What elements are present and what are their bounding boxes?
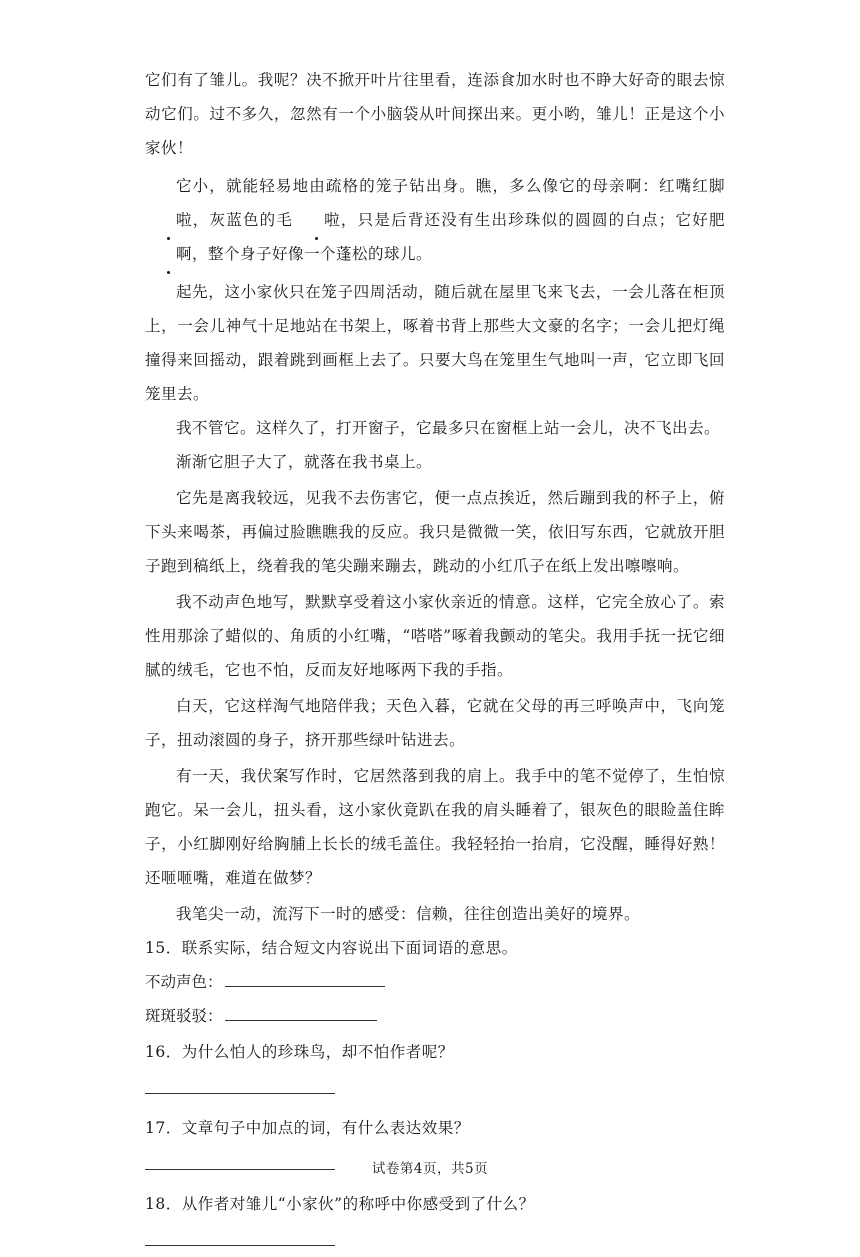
passage-paragraph-1: 它们有了雏儿。我呢？决不掀开叶片往里看，连添食加水时也不睁大好奇的眼去惊动它们。过不多久，忽然有一个小脑袋从叶间探出来。更小哟，雏儿！正是这个小家伙！ (145, 71, 725, 157)
emphasis-dot-word-1: 啦 (145, 203, 192, 237)
answer-blank-term-1[interactable] (225, 966, 385, 987)
answer-blank-q16[interactable] (145, 1093, 335, 1094)
question-15-term-2-row (145, 999, 725, 1033)
passage-paragraph-7: 我不动声色地写，默默享受着这小家伙亲近的情意。这样，它完全放心了。索性用那涂了蜡似的、角质的小红嘴，“嗒嗒”啄着我颤动的笔尖。我用手抚一抚它细腻的绒毛，它也不怕，反而友好地啄两下我的手指。 (145, 593, 725, 679)
answer-blank-q18[interactable] (145, 1245, 335, 1246)
paragraph-2-text-d: ，整个身子好像一个蓬松的球儿。 (192, 245, 433, 263)
question-15: 15．联系实际，结合短文内容说出下面词语的意思。 (145, 939, 518, 957)
passage-paragraph-3: 起先，这小家伙只在笼子四周活动，随后就在屋里飞来飞去，一会儿落在柜顶上，一会儿神气十足地站在书架上，啄着书背上那些大文豪的名字；一会儿把灯绳撞得来回摇动，跟着跳到画框上去了。只要大鸟在笼里生气地叫一声，它立即飞回笼里去。 (145, 283, 725, 403)
paragraph-2-text-c: ，只是后背还没有生出珍珠似的圆圆的白点；它好肥 (340, 211, 725, 229)
question-18-answer-area (145, 1221, 725, 1257)
passage-paragraph-6: 它先是离我较远，见我不去伤害它，便一点点挨近，然后蹦到我的杯子上，俯下头来喝茶，再偏过脸瞧瞧我的反应。我只是微微一笑，依旧写东西，它就放开胆子跑到稿纸上，绕着我的笔尖蹦来蹦去，跳动的小红爪子在纸上发出嚓嚓响。 (145, 489, 725, 575)
question-16: 16．为什么怕人的珍珠鸟，却不怕作者呢？ (145, 1043, 454, 1061)
paragraph-2-text-b: ，灰蓝色的毛 (192, 211, 294, 229)
passage-paragraph-8: 白天，它这样淘气地陪伴我；天色入暮，它就在父母的再三呼唤声中，飞向笼子，扭动滚圆的身子，挤开那些绿叶钻进去。 (145, 697, 725, 749)
question-15-term-1: 不动声色： (145, 973, 223, 991)
passage-paragraph-9: 有一天，我伏案写作时，它居然落到我的肩上。我手中的笔不觉停了，生怕惊跑它。呆一会儿，扭头看，这小家伙竟趴在我的肩头睡着了，银灰色的眼睑盖住眸子，小红脚刚好给胸脯上长长的绒毛盖住。我轻轻抬一抬肩，它没醒，睡得好熟！还咂咂嘴，难道在做梦？ (145, 767, 725, 887)
emphasis-dot-word-2: 啦 (293, 203, 340, 237)
passage-paragraph-10: 我笔尖一动，流泻下一时的感受：信赖，往往创造出美好的境界。 (176, 905, 641, 923)
passage-paragraph-2 (145, 169, 725, 271)
question-16-answer-area (145, 1069, 725, 1105)
question-15-term-1-row (145, 965, 725, 999)
paragraph-2-text-a: 它小，就能轻易地由疏格的笼子钻出身。瞧，多么像它的母亲啊：红嘴红脚 (176, 177, 725, 195)
question-17: 17．文章句子中加点的词，有什么表达效果？ (145, 1119, 470, 1137)
page-content (145, 63, 725, 1257)
passage-paragraph-4: 我不管它。这样久了，打开窗子，它最多只在窗框上站一会儿，决不飞出去。 (176, 419, 721, 437)
answer-blank-term-2[interactable] (225, 1000, 377, 1021)
passage-paragraph-5: 渐渐它胆子大了，就落在我书桌上。 (176, 453, 433, 471)
question-18: 18．从作者对雏儿“小家伙”的称呼中你感受到了什么？ (145, 1195, 535, 1213)
question-15-term-2: 斑斑驳驳： (145, 1007, 223, 1025)
emphasis-dot-word-3: 啊 (145, 237, 192, 271)
page-footer: 试卷第4页，共5页 (371, 1161, 489, 1177)
